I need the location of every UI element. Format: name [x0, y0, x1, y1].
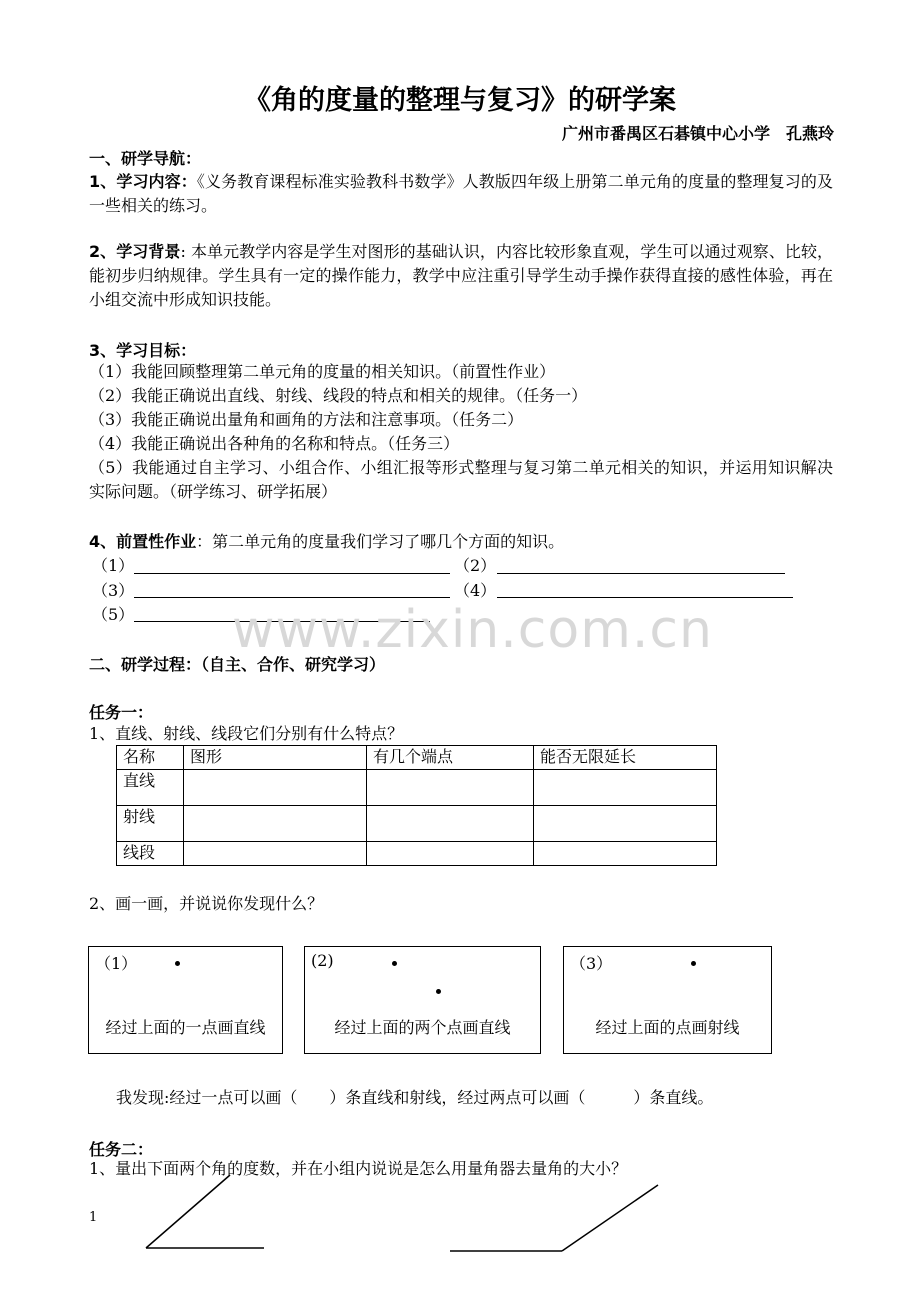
goal-4: （4）我能正确说出各种角的名称和特点。（任务三）	[89, 434, 460, 453]
task1-question-1: 1、直线、射线、线段它们分别有什么特点？	[89, 724, 404, 743]
finding-sentence: 我发现:经过一点可以画（ ）条直线和射线，经过两点可以画（ ）条直线。	[116, 1088, 714, 1107]
table-cell[interactable]	[184, 842, 367, 866]
author-line: 广州市番禺区石碁镇中心小学 孔燕玲	[561, 124, 834, 143]
point-dot	[392, 961, 397, 966]
table-cell[interactable]	[367, 770, 534, 806]
draw-box-2-label: (2)	[311, 951, 334, 970]
goal-5: （5）我能通过自主学习、小组合作、小组汇报等形式整理与复习第二单元相关的知识，并运用知识解决实际问题。（研学练习、研学拓展）	[89, 458, 833, 501]
blank-label-1: （1）	[92, 556, 135, 575]
task2-heading: 任务二：	[89, 1140, 154, 1159]
section2-heading: 二、研学过程：（自主、合作、研究学习）	[89, 655, 386, 674]
angle-figures	[0, 1170, 920, 1270]
draw-box-1-label: （1）	[95, 954, 138, 973]
table-cell[interactable]	[534, 770, 717, 806]
pre-homework-text: ：第二单元角的度量我们学习了哪几个方面的知识。	[196, 532, 565, 551]
table-row	[117, 842, 717, 866]
row-label-line: 直线	[117, 770, 184, 806]
draw-box-3-caption: 经过上面的点画射线	[595, 1018, 740, 1037]
goal-3: （3）我能正确说出量角和画角的方法和注意事项。（任务二）	[89, 410, 524, 429]
page-number: 1	[89, 1210, 98, 1225]
section1-heading: 一、研学导航：	[89, 149, 202, 168]
draw-box-1[interactable]	[88, 946, 283, 1054]
row-label-segment: 线段	[117, 842, 184, 866]
answer-blank-2[interactable]	[497, 573, 785, 574]
answer-blank-1[interactable]	[134, 573, 450, 574]
table-row	[117, 806, 717, 842]
table-cell[interactable]	[367, 842, 534, 866]
draw-box-2[interactable]	[304, 946, 541, 1054]
table-cell[interactable]	[534, 806, 717, 842]
pre-homework	[89, 530, 564, 554]
point-dot	[175, 961, 180, 966]
table-header-extendable: 能否无限延长	[534, 746, 717, 770]
table-row	[117, 770, 717, 806]
draw-box-1-caption: 经过上面的一点画直线	[105, 1018, 266, 1037]
table-cell[interactable]	[367, 806, 534, 842]
table-header-name: 名称	[117, 746, 184, 770]
blank-label-2: （2）	[454, 556, 497, 575]
blank-label-4: （4）	[454, 581, 497, 600]
point-dot	[691, 961, 696, 966]
table-header-endpoints: 有几个端点	[367, 746, 534, 770]
draw-box-2-caption: 经过上面的两个点画直线	[334, 1018, 511, 1037]
blank-label-5: （5）	[92, 605, 135, 624]
learning-goals-heading: 3、学习目标：	[89, 341, 197, 360]
draw-box-3-label: （3）	[570, 954, 613, 973]
learning-background	[89, 240, 833, 312]
learning-content-label: 1、学习内容：	[89, 172, 197, 191]
learning-content	[89, 170, 833, 218]
table-cell[interactable]	[534, 842, 717, 866]
watermark: www.zixin.com.cn	[232, 600, 713, 660]
answer-blank-3[interactable]	[134, 597, 450, 598]
learning-content-text: 《义务教育课程标准实验教科书数学》人教版四年级上册第二单元角的度量的整理复习的及一些相关的练习。	[89, 172, 833, 215]
learning-background-label: 2、学习背景	[89, 242, 181, 261]
row-label-ray: 射线	[117, 806, 184, 842]
table-header-figure: 图形	[184, 746, 367, 770]
learning-background-text: : 本单元教学内容是学生对图形的基础认识，内容比较形象直观，学生可以通过观察、比较，能初步归纳规律。学生具有一定的操作能力，教学中应注重引导学生动手操作获得直接的感性体验，再在小组交流中形成知识技能。	[89, 242, 833, 309]
angle-2	[450, 1185, 658, 1251]
point-dot	[436, 989, 441, 994]
draw-box-3[interactable]	[563, 946, 772, 1054]
task1-heading: 任务一：	[89, 703, 154, 722]
page-title: 《角的度量的整理与复习》的研学案	[244, 85, 676, 116]
task2-question-1: 1、量出下面两个角的度数，并在小组内说说是怎么用量角器去量角的大小？	[89, 1159, 628, 1178]
task1-question-2: 2、画一画，并说说你发现什么？	[89, 894, 324, 913]
line-features-table	[116, 745, 717, 866]
goal-1: （1）我能回顾整理第二单元角的度量的相关知识。（前置性作业）	[89, 362, 556, 381]
table-cell[interactable]	[184, 806, 367, 842]
pre-homework-label: 4、前置性作业	[89, 532, 197, 551]
table-cell[interactable]	[184, 770, 367, 806]
goal-2: （2）我能正确说出直线、射线、线段的特点和相关的规律。（任务一）	[89, 386, 588, 405]
answer-blank-4[interactable]	[497, 597, 793, 598]
blank-label-3: （3）	[92, 581, 135, 600]
angle-1	[146, 1175, 264, 1248]
